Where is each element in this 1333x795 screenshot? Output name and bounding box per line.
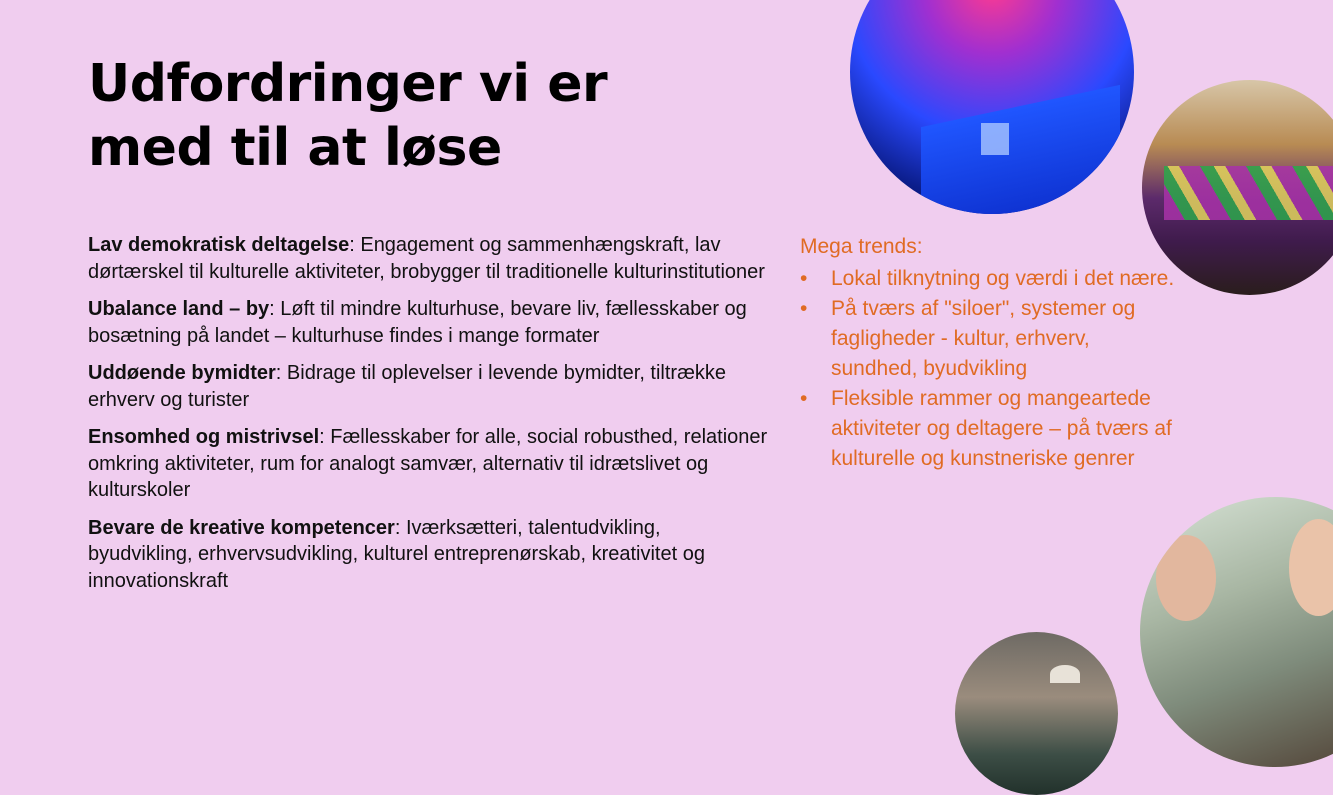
title-line-2: med til at løse <box>88 118 502 178</box>
challenges-list <box>88 232 768 605</box>
slide-title <box>88 52 768 180</box>
challenge-item <box>88 515 768 595</box>
mega-trends-title: Mega trends: <box>800 232 1180 262</box>
concert-venue-photo <box>850 0 1134 214</box>
challenge-text: : Fællesskaber for alle, social robusthed, relationer omkring aktiviteter, rum for analogt samvær, alternativ til idrætslivet og kulturskoler <box>88 426 767 501</box>
challenge-text: : Løft til mindre kulturhuse, bevare liv, fællesskaber og bosætning på landet – kulturhuse findes i mange formater <box>88 298 747 347</box>
challenge-text: : Iværksætteri, talentudvikling, byudvikling, erhvervsudvikling, kulturel entreprenørskab, kreativitet og innovationskraft <box>88 517 705 592</box>
challenge-label: Lav demokratisk deltagelse <box>88 234 349 256</box>
challenge-label: Uddøende bymidter <box>88 362 276 384</box>
challenge-label: Bevare de kreative kompetencer <box>88 517 395 539</box>
young-people-photo <box>1140 497 1333 767</box>
challenge-label: Ensomhed og mistrivsel <box>88 426 319 448</box>
face-shape <box>1289 519 1333 616</box>
challenge-text: : Bidrage til oplevelser i levende bymidter, tiltrække erhverv og turister <box>88 362 726 411</box>
challenge-item <box>88 296 768 349</box>
trend-item: • Lokal tilknytning og værdi i det nære. <box>800 264 1180 294</box>
challenge-item <box>88 360 768 413</box>
workshop-photo <box>955 632 1118 795</box>
face-shape <box>1156 535 1215 621</box>
trend-item: • Fleksible rammer og mangeartede aktiviteter og deltagere – på tværs af kulturelle og kunstneriske genrer <box>800 384 1180 474</box>
challenge-label: Ubalance land – by <box>88 298 269 320</box>
trend-item: • På tværs af "siloer", systemer og fagligheder - kultur, erhverv, sundhed, byudvikling <box>800 294 1180 384</box>
challenge-item <box>88 232 768 285</box>
screen-shape <box>981 123 1009 155</box>
mega-trends <box>800 232 1180 474</box>
mega-trends-list <box>800 264 1180 474</box>
challenge-text: : Engagement og sammenhængskraft, lav dørtærskel til kulturelle aktiviteter, brobygger til traditionelle kulturinstitutioner <box>88 234 765 283</box>
graffiti-shape <box>1164 166 1333 220</box>
title-line-1: Udfordringer vi er <box>88 54 607 114</box>
stage-shape <box>921 85 1120 214</box>
lamp-shape <box>1050 665 1080 683</box>
challenge-item <box>88 424 768 504</box>
